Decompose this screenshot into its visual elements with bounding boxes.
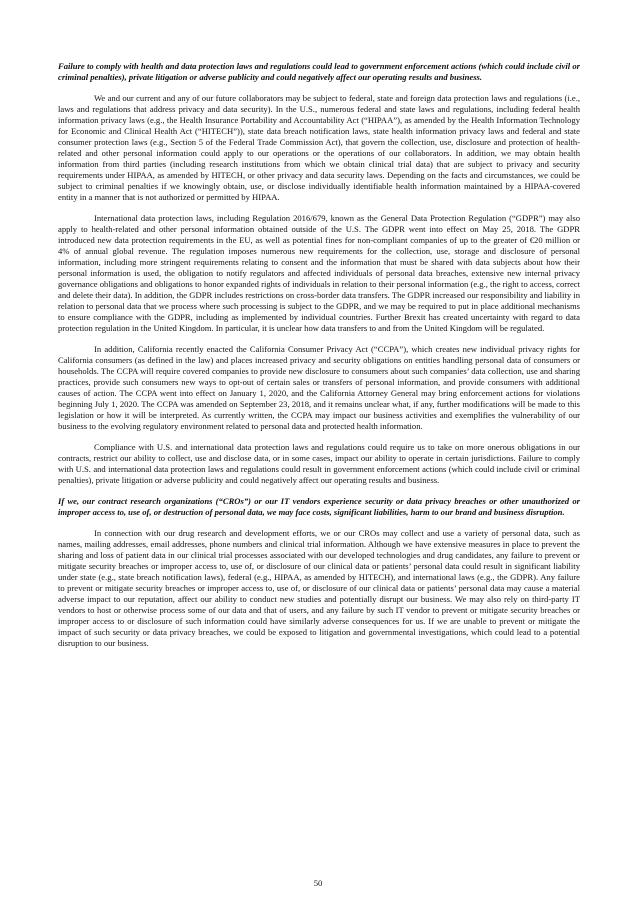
page-number: 50 <box>313 878 323 888</box>
risk-factor-heading-data-protection: Failure to comply with health and data protection laws and regulations could lead to government enforcement actions (which could include civil or criminal penalties), private litigation or adverse publicity and could negatively affect our operating results and business. <box>58 61 580 82</box>
paragraph-gdpr: International data protection laws, including Regulation 2016/679, known as the General Data Protection Regulation (“GDPR”) may also apply to health-related and other personal information obtained outside of the U.S. The GDPR went into effect on May 25, 2018. The GDPR introduced new data protection requirements in the EU, as well as potential fines for non-compliant companies of up to the greater of €20 million or 4% of annual global revenue. The regulation imposes numerous new requirements for the collection, use, storage and disclosure of personal information, including more stringent requirements relating to consent and the information that must be shared with data subjects about how their personal information is used, the obligation to notify regulators and affected individuals of personal data breaches, extensive new internal privacy governance obligations and obligations to honor expanded rights of individuals in relation to their personal information (e.g., the right to access, correct and delete their data). In addition, the GDPR includes restrictions on cross-border data transfers. The GDPR increased our responsibility and liability in relation to personal data that we process where such processing is subject to the GDPR, and we may be required to put in place additional mechanisms to ensure compliance with the GDPR, including as implemented by individual countries. Further Brexit has created uncertainty with regard to data protection regulation in the United Kingdom. In particular, it is unclear how data transfers to and from the United Kingdom will be regulated. <box>58 213 580 333</box>
paragraph-personal-data-breaches: In connection with our drug research and development efforts, we or our CROs may collect and use a variety of personal data, such as names, mailing addresses, email addresses, phone numbers and clinical trial information. Although we have extensive measures in place to prevent the sharing and loss of patient data in our clinical trial processes associated with our developed technologies and drug candidates, any failure to prevent or mitigate security breaches or improper access to, use of, or disclosure of our clinical data or patients’ personal data could result in significant liability under state (e.g., state breach notification laws), federal (e.g., HIPAA, as amended by HITECH), and international laws (e.g., the GDPR). Any failure to prevent or mitigate security breaches or improper access to, use of, or disclosure of our clinical data or patients’ personal data may cause a material adverse impact to our reputation, affect our ability to conduct new studies and potentially disrupt our business. We may also rely on third-party IT vendors to host or otherwise process some of our data and that of users, and any failure by such IT vendor to prevent or mitigate security breaches or improper access to or disclosure of such information could have similarly adverse consequences for us. If we are unable to prevent or mitigate the impact of such security or data privacy breaches, we could be exposed to litigation and governmental investigations, which could lead to a potential disruption to our business. <box>58 528 580 648</box>
paragraph-compliance: Compliance with U.S. and international data protection laws and regulations could require us to take on more onerous obligations in our contracts, restrict our ability to collect, use and disclose data, or in some cases, impact our ability to operate in certain jurisdictions. Failure to comply with U.S. and international data protection laws and regulations could result in government enforcement actions (which could include civil or criminal penalties), private litigation or adverse publicity and could negatively affect our operating results and business. <box>58 442 580 485</box>
paragraph-ccpa: In addition, California recently enacted the California Consumer Privacy Act (“CCPA”), which creates new individual privacy rights for California consumers (as defined in the law) and places increased privacy and security obligations on entities handling personal data of consumers or households. The CCPA will require covered companies to provide new disclosure to consumers about such companies’ data collection, use and sharing practices, provide such consumers new ways to opt-out of certain sales or transfers of personal information, and provide consumers with additional causes of action. The CCPA went into effect on January 1, 2020, and the California Attorney General may bring enforcement actions for violations beginning July 1, 2020. The CCPA was amended on September 23, 2018, and it remains unclear what, if any, further modifications will be made to this legislation or how it will be interpreted. As currently written, the CCPA may impact our business activities and exemplifies the vulnerability of our business to the evolving regulatory environment related to personal data and protected health information. <box>58 344 580 431</box>
risk-factor-heading-security-breaches: If we, our contract research organizations (“CROs”) or our IT vendors experience security or data privacy breaches or other unauthorized or improper access to, use of, or destruction of personal data, we may face costs, significant liabilities, harm to our brand and business disruption. <box>58 496 580 517</box>
document-page <box>58 61 580 649</box>
paragraph-us-privacy-laws: We and our current and any of our future collaborators may be subject to federal, state and foreign data protection laws and regulations (i.e., laws and regulations that address privacy and data security). In the U.S., numerous federal and state laws and regulations, including federal health information privacy laws (e.g., the Health Insurance Portability and Accountability Act (“HIPAA”), as amended by the Health Information Technology for Economic and Clinical Health Act (“HITECH”)), state data breach notification laws, state health information privacy laws and federal and state consumer protection laws (e.g., Section 5 of the Federal Trade Commission Act), that govern the collection, use, disclosure and protection of health-related and other personal information could apply to our operations or the operations of our collaborators. In addition, we may obtain health information from third parties (including research institutions from which we obtain clinical trial data) that are subject to privacy and security requirements under HIPAA, as amended by HITECH, or other privacy and data security laws. Depending on the facts and circumstances, we could be subject to criminal penalties if we knowingly obtain, use, or disclose individually identifiable health information maintained by a HIPAA-covered entity in a manner that is not authorized or permitted by HIPAA. <box>58 93 580 202</box>
